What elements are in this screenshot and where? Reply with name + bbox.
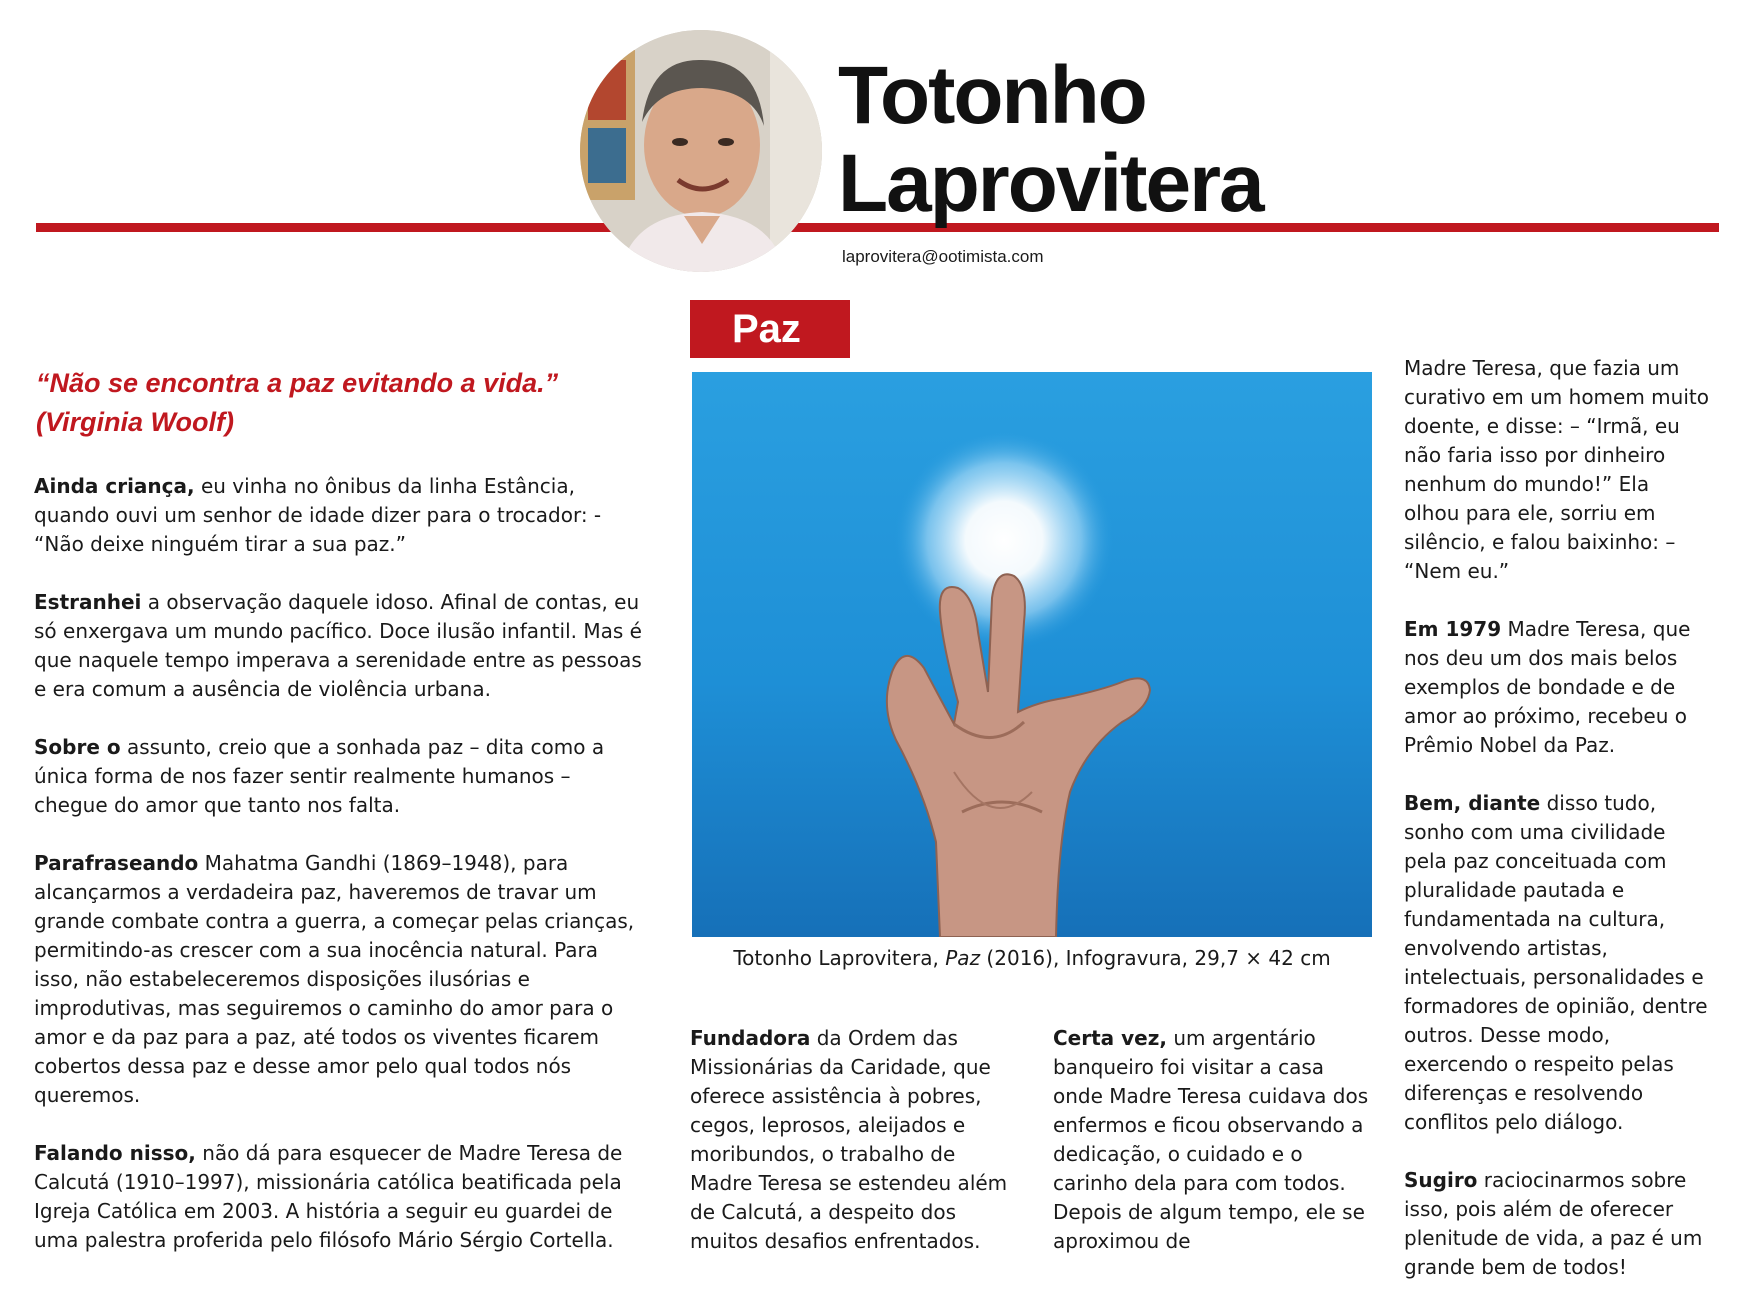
paragraph-text: raciocinarmos sobre isso, pois além de oferecer plenitude de vida, a paz é um grande bem de todos!	[1404, 1168, 1703, 1279]
epigraph-quote: “Não se encontra a paz evitando a vida.”	[36, 368, 559, 398]
paragraph-lead: Estranhei	[34, 590, 142, 614]
caption-details: (2016), Infogravura, 29,7 × 42 cm	[980, 946, 1331, 970]
paragraph	[34, 588, 644, 704]
author-last-name: Laprovitera	[838, 138, 1263, 229]
article-column-2	[690, 1024, 1015, 1285]
image-caption	[692, 944, 1372, 972]
paragraph	[1404, 1166, 1709, 1282]
paragraph-lead: Falando nisso,	[34, 1141, 196, 1165]
paragraph-text: assunto, creio que a sonhada paz – dita como a única forma de nos fazer sentir realmente humanos – chegue do amor que tanto nos falta.	[34, 735, 605, 817]
paragraph	[34, 733, 644, 820]
paragraph	[690, 1024, 1015, 1256]
paragraph-text: Madre Teresa, que nos deu um dos mais belos exemplos de bondade e de amor ao próximo, recebeu o Prêmio Nobel da Paz.	[1404, 617, 1691, 757]
paragraph-text: Mahatma Gandhi (1869–1948), para alcançarmos a verdadeira paz, haveremos de travar um grande combate contra a guerra, a começar pelas crianças, permitindo-as crescer com a sua inocência natural. Para isso, não estabeleceremos disposições ilusórias e improdutivas, mas seguiremos o caminho do amor para o amor e da paz para a paz, até todos os viventes ficarem cobertos dessa paz e desse amor pelo qual todos nós queremos.	[34, 851, 635, 1107]
paragraph-lead: Bem, diante	[1404, 791, 1541, 815]
paragraph-lead: Sugiro	[1404, 1168, 1478, 1192]
paragraph-lead: Fundadora	[690, 1026, 811, 1050]
caption-author: Totonho Laprovitera,	[733, 946, 946, 970]
article-column-4	[1404, 354, 1709, 1311]
epigraph-source: (Virginia Woolf)	[36, 407, 234, 437]
paragraph	[34, 472, 644, 559]
paragraph	[1053, 1024, 1378, 1256]
caption-title: Paz	[945, 946, 981, 970]
paragraph-lead: Em 1979	[1404, 617, 1502, 641]
paragraph	[34, 1139, 644, 1255]
artwork-image	[692, 372, 1372, 937]
author-email[interactable]: laprovitera@ootimista.com	[842, 247, 1044, 266]
paragraph	[1404, 789, 1709, 1137]
paragraph-text: um argentário banqueiro foi visitar a casa onde Madre Teresa cuidava dos enfermos e ficou observando a dedicação, o cuidado e o carinho dela para com todos. Depois de algum tempo, ele se aproximou de	[1053, 1026, 1369, 1253]
paragraph	[1404, 615, 1709, 760]
paragraph-text: disso tudo, sonho com uma civilidade pela paz conceituada com pluralidade pautada e fundamentada na cultura, envolvendo artistas, intelectuais, personalidades e formadores de opinião, dentre outros. Desse modo, exercendo o respeito pelas diferenças e resolvendo conflitos pelo diálogo.	[1404, 791, 1708, 1134]
author-first-name: Totonho	[838, 50, 1146, 141]
article-column-3	[1053, 1024, 1378, 1285]
article-column-1	[34, 472, 644, 1284]
paragraph-text: Madre Teresa, que fazia um curativo em um homem muito doente, e disse: – “Irmã, eu não faria isso por dinheiro nenhum do mundo!” Ela olhou para ele, sorriu em silêncio, e falou baixinho: – “Nem eu.”	[1404, 356, 1709, 583]
paragraph-text: a observação daquele idoso. Afinal de contas, eu só enxergava um mundo pacífico. Doce ilusão infantil. Mas é que naquele tempo imperava a serenidade entre as pessoas e era comum a ausência de violência urbana.	[34, 590, 642, 701]
hand-artwork-icon	[692, 372, 1372, 937]
author-name	[838, 52, 1263, 228]
paragraph-text: eu vinha no ônibus da linha Estância, quando ouvi um senhor de idade dizer para o trocador: - “Não deixe ninguém tirar a sua paz.”	[34, 474, 602, 556]
author-portrait-icon	[580, 30, 822, 272]
paragraph-text: da Ordem das Missionárias da Caridade, que oferece assistência à pobres, cegos, leprosos, aleijados e moribundos, o trabalho de Madre Teresa se estendeu além de Calcutá, a despeito dos muitos desafios enfrentados.	[690, 1026, 1008, 1253]
epigraph	[36, 364, 636, 442]
section-title: Paz	[690, 300, 850, 358]
paragraph-lead: Parafraseando	[34, 851, 199, 875]
paragraph-lead: Sobre o	[34, 735, 121, 759]
paragraph-text: não dá para esquecer de Madre Teresa de Calcutá (1910–1997), missionária católica beatificada pela Igreja Católica em 2003. A história a seguir eu guardei de uma palestra proferida pelo filósofo Mário Sérgio Cortella.	[34, 1141, 623, 1252]
paragraph	[34, 849, 644, 1110]
paragraph-lead: Ainda criança,	[34, 474, 195, 498]
paragraph-lead: Certa vez,	[1053, 1026, 1167, 1050]
paragraph	[1404, 354, 1709, 586]
author-avatar	[580, 30, 822, 272]
